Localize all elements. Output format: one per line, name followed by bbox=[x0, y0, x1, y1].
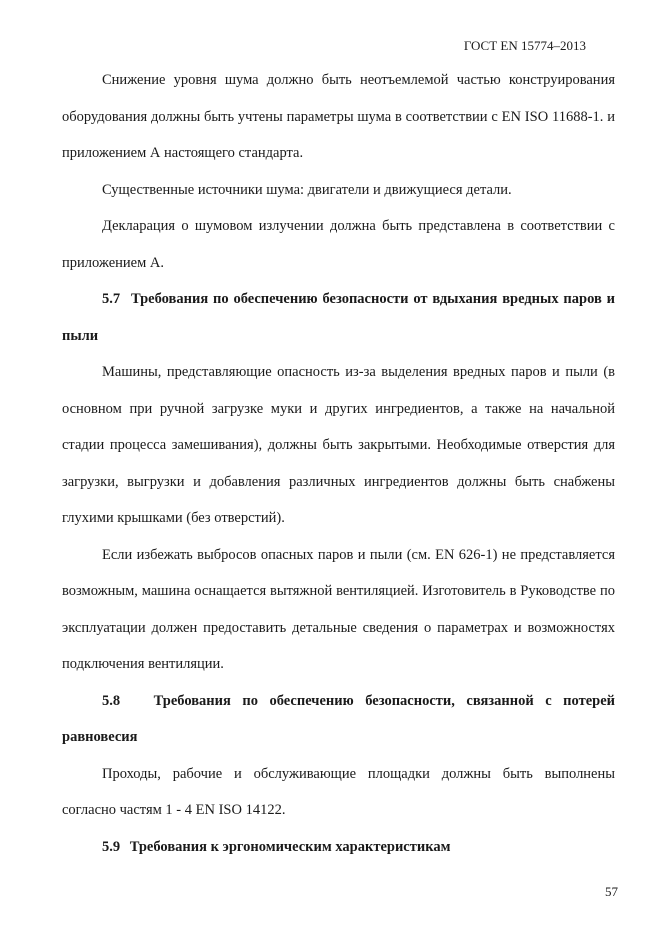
paragraph-noise-sources: Существенные источники шума: двигатели и движущиеся детали. bbox=[102, 181, 512, 198]
section-title: Требования к эргономическим характеристикам bbox=[129, 838, 451, 855]
paragraph-walkways: Проходы, рабочие и обслуживающие площадки должны быть выполнены согласно частям 1 - 4 EN ISO 14122. bbox=[62, 765, 615, 818]
section-title: Требования по обеспечению безопасности от вдыхания вредных паров и пыли bbox=[62, 291, 616, 344]
section-number: 5.7 bbox=[102, 291, 121, 307]
section-heading-5-8 bbox=[62, 683, 615, 756]
paragraph-dust-enclosure: Машины, представляющие опасность из-за выделения вредных паров и пыли (в основном при ручной загрузке муки и других ингредиентов, а также на начальной стадии процесса замешивания), должны быть закрытыми. Необходимые отверстия для загрузки, выгрузки и добавления различных ингредиентов должны быть снабжены глухими крышками (без отверстий). bbox=[62, 364, 615, 526]
page-number: 57 bbox=[605, 884, 618, 899]
paragraph-noise-design: Снижение уровня шума должно быть неотъемлемой частью конструирования оборудования должны быть учтены параметры шума в соответствии с EN ISO 11688-1. и приложением А настоящего стандарта. bbox=[62, 72, 615, 161]
section-heading-5-7 bbox=[62, 281, 615, 354]
paragraph-noise-declaration: Декларация о шумовом излучении должна быть представлена в соответствии с приложением А. bbox=[62, 218, 615, 271]
section-title: Требования по обеспечению безопасности, связанной с потерей равновесия bbox=[62, 692, 615, 745]
document-code-header: ГОСТ EN 15774–2013 bbox=[463, 38, 586, 53]
section-number: 5.8 bbox=[102, 692, 121, 709]
paragraph-dust-ventilation: Если избежать выбросов опасных паров и пыли (см. EN 626-1) не представляется возможным, машина оснащается вытяжной вентиляцией. Изготовитель в Руководстве по эксплуатации должен предоставить детальные сведения о параметрах и возможностях подключения вентиляции. bbox=[62, 546, 615, 672]
page-body bbox=[62, 62, 615, 865]
section-heading-5-9 bbox=[62, 829, 615, 866]
section-number: 5.9 bbox=[102, 838, 121, 855]
